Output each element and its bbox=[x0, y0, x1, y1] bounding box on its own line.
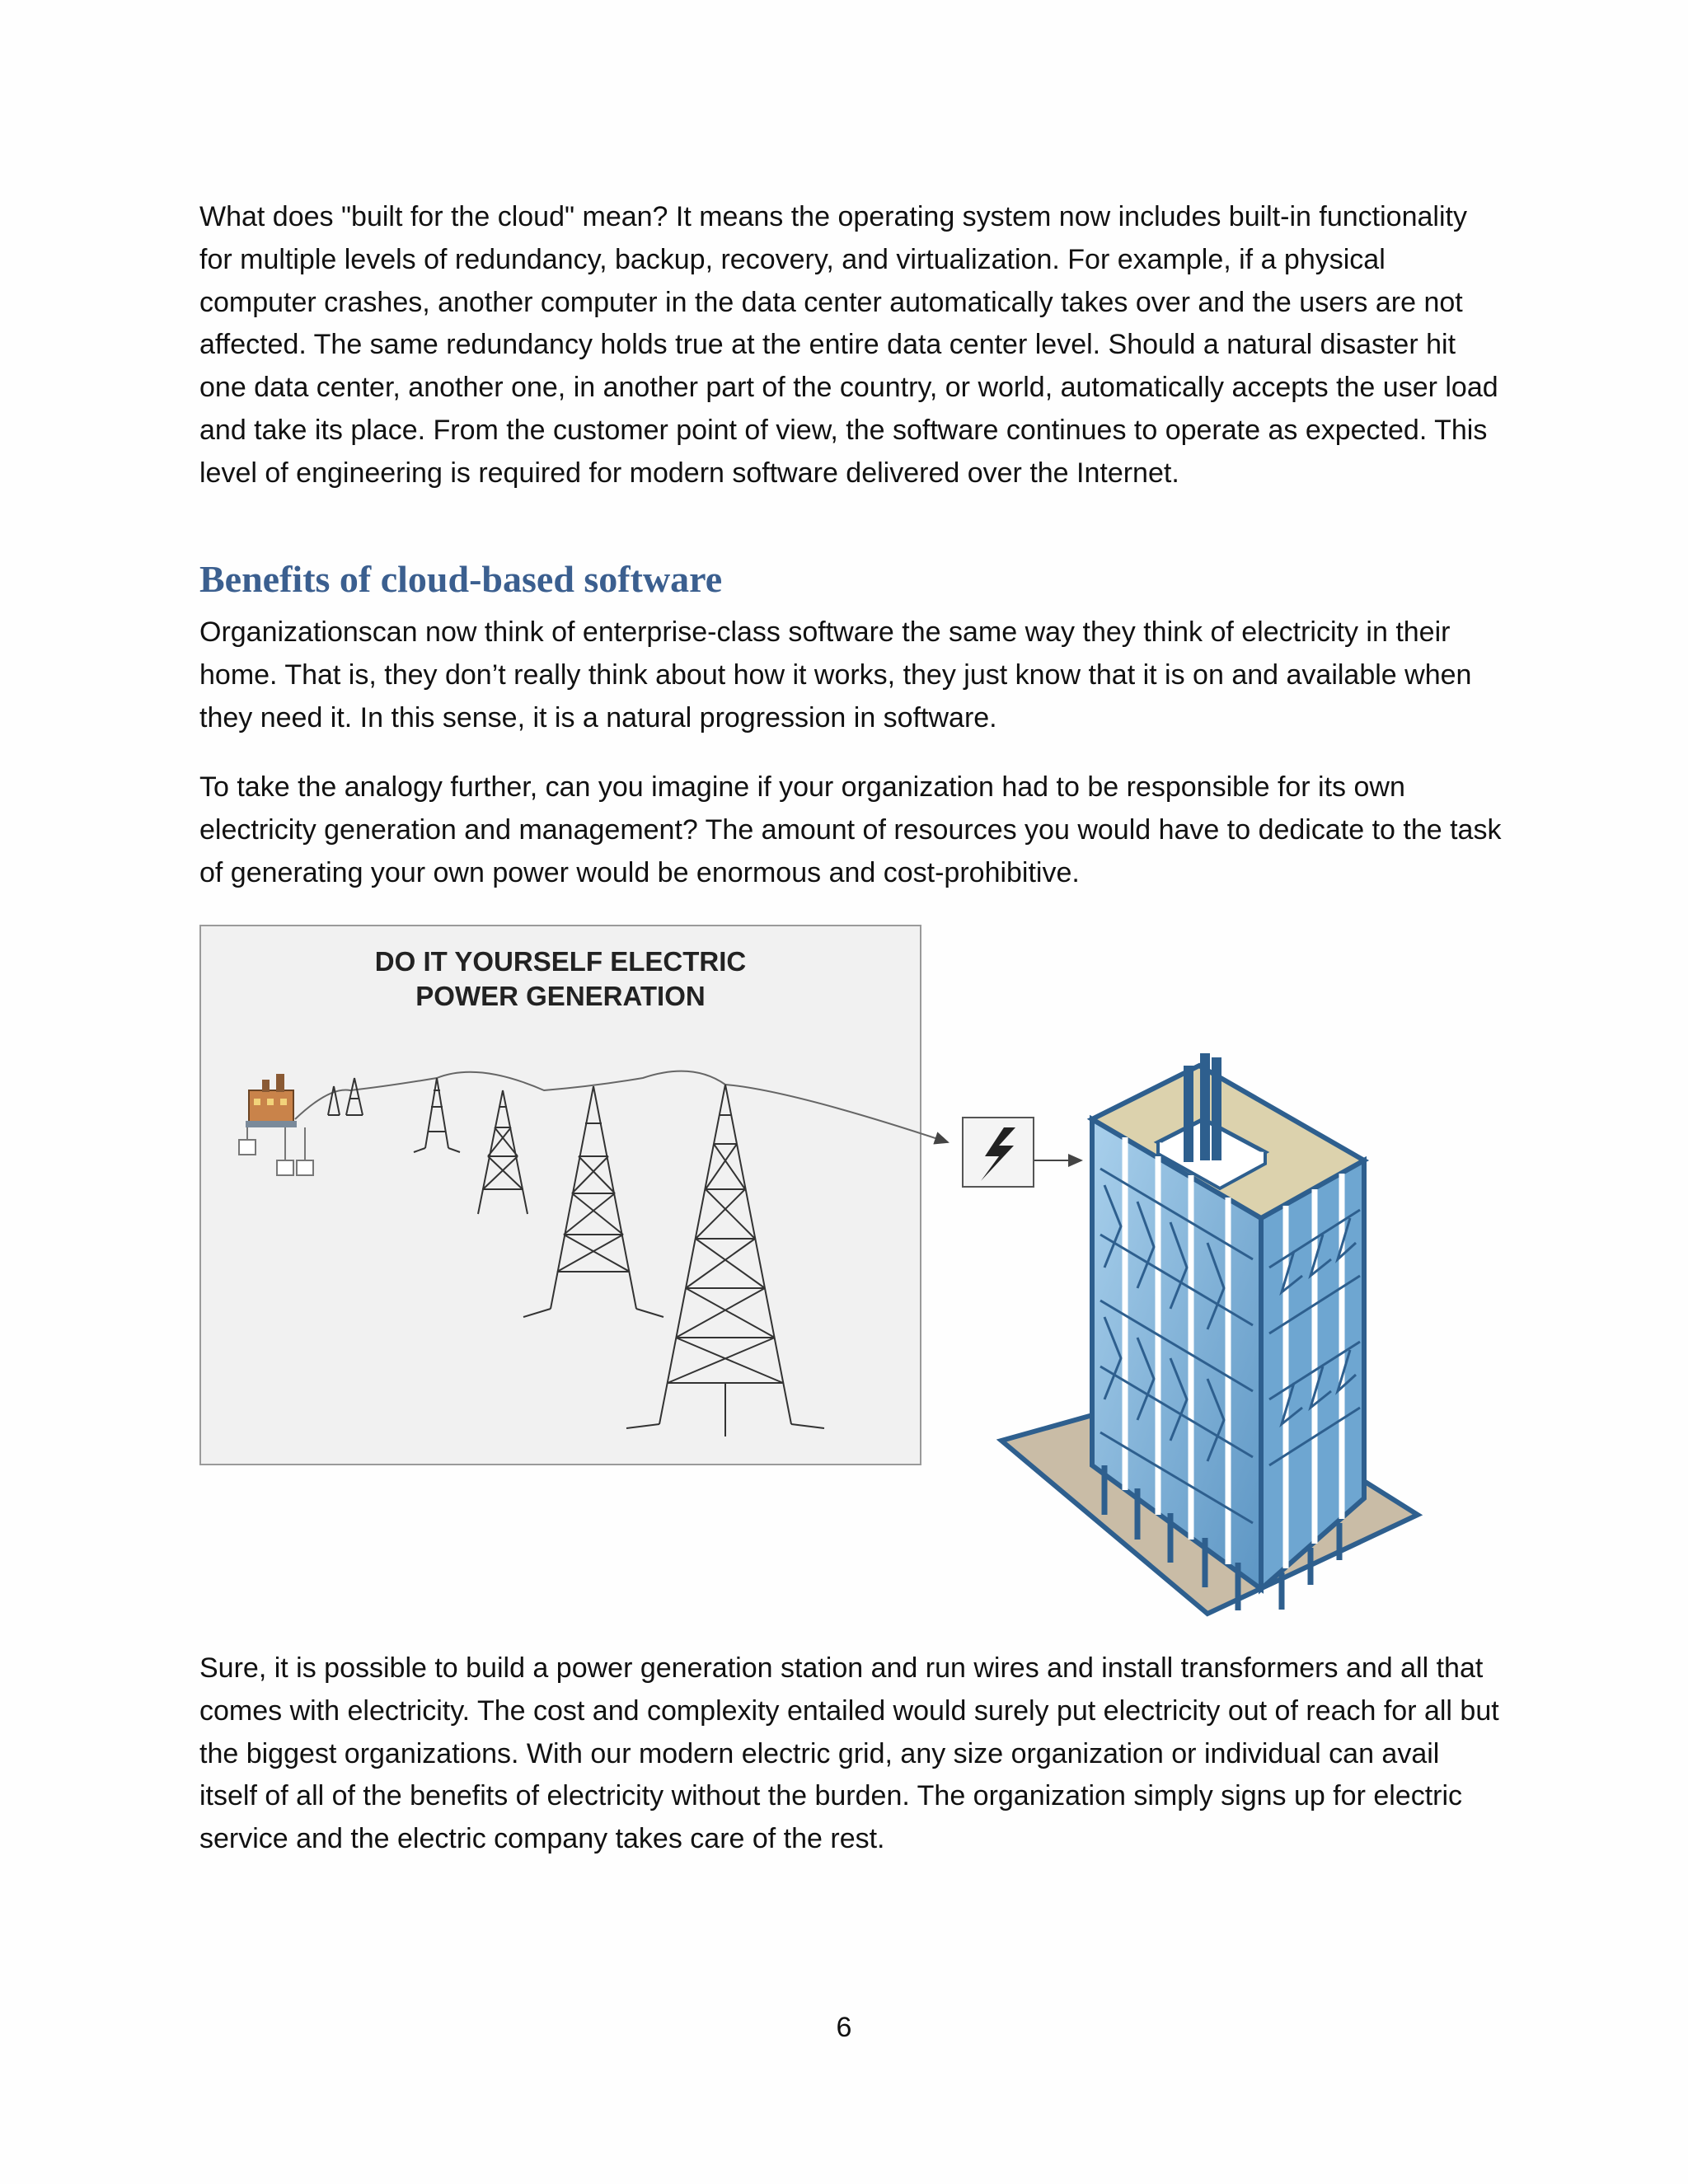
diy-power-figure bbox=[198, 921, 1434, 1622]
transmission-tower-icon bbox=[328, 1078, 824, 1436]
page-number: 6 bbox=[836, 2012, 852, 2043]
paragraph-grid-service: Sure, it is possible to build a power generation station and run wires and install transformers and all that comes with electricity. The cost and complexity entailed would surely put electricity out of reach for all but the biggest organizations. With our modern electric grid, any size organization or individual can avail itself of all of the benefits of electricity without the burden. The organization simply signs up for electric service and the electric company takes care of the rest. bbox=[199, 1652, 1499, 1855]
lightning-transformer-icon bbox=[963, 1118, 1081, 1187]
figure-graphic bbox=[198, 921, 1434, 1622]
paragraph-electricity-analogy: Organizationscan now think of enterprise-class software the same way they think of electricity in their home. That is, they don’t really think about how it works, they just know that it is on and available when they need it. In this sense, it is a natural progression in software. bbox=[199, 616, 1472, 733]
transmission-line bbox=[295, 1071, 948, 1142]
diy-title-line-1: DO IT YOURSELF ELECTRIC bbox=[374, 946, 747, 977]
diy-title-line-2: POWER GENERATION bbox=[415, 981, 706, 1011]
office-building-icon bbox=[1001, 1053, 1418, 1614]
section-heading: Benefits of cloud-based software bbox=[199, 558, 723, 600]
paragraph-own-generation: To take the analogy further, can you imagine if your organization had to be responsible for its own electricity generation and management? The amount of resources you would have to dedicate to the task of generating your own power would be enormous and cost-prohibitive. bbox=[199, 771, 1502, 888]
power-plant-icon bbox=[239, 1074, 313, 1175]
paragraph-built-for-cloud: What does "built for the cloud" mean? It means the operating system now includes built-in functionality for multiple levels of redundancy, backup, recovery, and virtualization. For example, if a physical computer crashes, another computer in the data center automatically takes over and the users are not affected. The same redundancy holds true at the entire data center level. Should a natural disaster hit one data center, another one, in another part of the country, or world, automatically accepts the user load and take its place. From the customer point of view, the software continues to operate as expected. This level of engineering is required for modern software delivered over the Internet. bbox=[199, 201, 1498, 489]
